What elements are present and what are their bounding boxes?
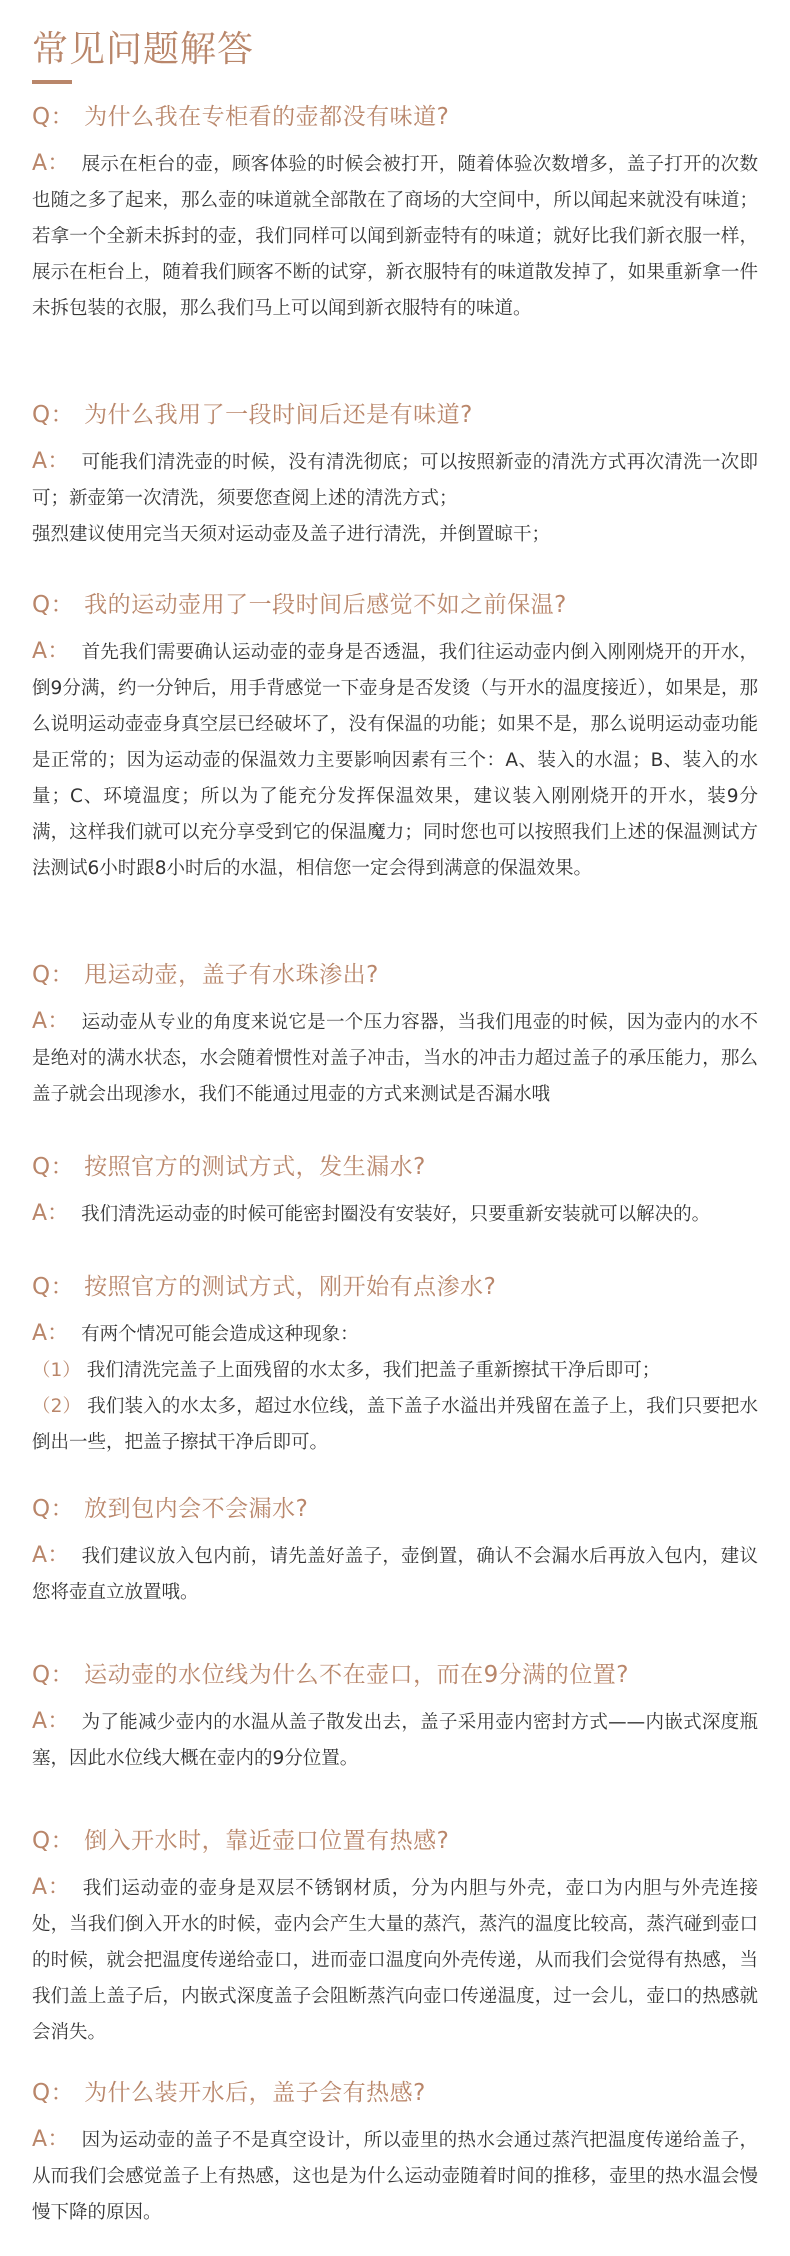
faq-answer [32, 444, 758, 553]
answer-text: 可能我们清洗壶的时候，没有清洗彻底；可以按照新壶的清洗方式再次清洗一次即可；新壶第一次清洗，须要您查阅上述的清洗方式； [32, 452, 758, 509]
question-text: 为什么装开水后，盖子会有热感? [84, 2080, 426, 2106]
answer-prefix: A： [32, 449, 70, 474]
faq-question [32, 588, 758, 622]
answer-prefix: A： [32, 2127, 70, 2152]
answer-prefix: A： [32, 1709, 70, 1734]
question-text: 按照官方的测试方式，刚开始有点渗水? [84, 1274, 497, 1300]
answer-list-item [32, 1353, 758, 1389]
title-underline [32, 80, 72, 84]
faq-question [32, 398, 758, 432]
answer-text: 我们建议放入包内前，请先盖好盖子，壶倒置，确认不会漏水后再放入包内，建议您将壶直立放置哦。 [32, 1546, 758, 1603]
answer-prefix: A： [32, 1009, 70, 1034]
question-prefix: Q： [32, 1496, 75, 1522]
answer-text: 为了能减少壶内的水温从盖子散发出去，盖子采用壶内密封方式——内嵌式深度瓶塞，因此水位线大概在壶内的9分位置。 [32, 1712, 758, 1769]
list-number: （2） [32, 1396, 82, 1417]
list-text: 我们清洗完盖子上面残留的水太多，我们把盖子重新擦拭干净后即可； [86, 1360, 661, 1381]
faq-answer [32, 1870, 758, 2051]
faq-item [32, 1658, 758, 1777]
question-prefix: Q： [32, 402, 75, 428]
faq-question [32, 958, 758, 992]
faq-answer [32, 1004, 758, 1113]
answer-prefix: A： [32, 1201, 70, 1226]
answer-prefix: A： [32, 1321, 70, 1346]
question-text: 按照官方的测试方式，发生漏水? [84, 1154, 426, 1180]
question-text: 倒入开水时，靠近壶口位置有热感? [84, 1828, 450, 1854]
answer-text: 有两个情况可能会造成这种现象： [81, 1324, 359, 1345]
answer-text: 首先我们需要确认运动壶的壶身是否透温，我们往运动壶内倒入刚刚烧开的开水，倒9分满，约一分钟后，用手背感觉一下壶身是否发烫（与开水的温度接近），如果是，那么说明运动壶壶身真空层已经破坏了，没有保温的功能；如果不是，那么说明运动壶功能是正常的；因为运动壶的保温效力主要影响因素有三个：A、装入的水温；B、装入的水量；C、环境温度；所以为了能充分发挥保温效果，建议装入刚刚烧开的开水，装9分满，这样我们就可以充分享受到它的保温魔力；同时您也可以按照我们上述的保温测试方法测试6小时跟8小时后的水温，相信您一定会得到满意的保温效果。 [32, 642, 758, 879]
answer-list-item [32, 1389, 758, 1461]
faq-question [32, 1150, 758, 1184]
question-prefix: Q： [32, 1274, 75, 1300]
faq-item [32, 398, 758, 553]
answer-text: 展示在柜台的壶，顾客体验的时候会被打开，随着体验次数增多，盖子打开的次数也随之多了起来，那么壶的味道就全部散在了商场的大空间中，所以闻起来就没有味道；若拿一个全新未拆封的壶，我们同样可以闻到新壶特有的味道；就好比我们新衣服一样，展示在柜台上，随着我们顾客不断的试穿，新衣服特有的味道散发掉了，如果重新拿一件未拆包装的衣服，那么我们马上可以闻到新衣服特有的味道。 [32, 154, 758, 319]
faq-answer [32, 1316, 758, 1461]
question-prefix: Q： [32, 2080, 75, 2106]
faq-answer [32, 1538, 758, 1611]
faq-answer [32, 634, 758, 887]
answer-text: 运动壶从专业的角度来说它是一个压力容器，当我们甩壶的时候，因为壶内的水不是绝对的满水状态，水会随着惯性对盖子冲击，当水的冲击力超过盖子的承压能力，那么盖子就会出现渗水，我们不能通过甩壶的方式来测试是否漏水哦 [32, 1012, 758, 1105]
answer-text: 我们运动壶的壶身是双层不锈钢材质，分为内胆与外壳，壶口为内胆与外壳连接处，当我们倒入开水的时候，壶内会产生大量的蒸汽，蒸汽的温度比较高，蒸汽碰到壶口的时候，就会把温度传递给壶口，进而壶口温度向外壳传递，从而我们会觉得有热感，当我们盖上盖子后，内嵌式深度盖子会阻断蒸汽向壶口传递温度，过一会儿，壶口的热感就会消失。 [32, 1878, 758, 2043]
list-text: 我们装入的水太多，超过水位线，盖下盖子水溢出并残留在盖子上，我们只要把水倒出一些，把盖子擦拭干净后即可。 [32, 1396, 758, 1453]
answer-text: 因为运动壶的盖子不是真空设计，所以壶里的热水会通过蒸汽把温度传递给盖子，从而我们会感觉盖子上有热感，这也是为什么运动壶随着时间的推移，壶里的热水温会慢慢下降的原因。 [32, 2130, 758, 2223]
faq-item [32, 100, 758, 327]
question-prefix: Q： [32, 1828, 75, 1854]
answer-text: 我们清洗运动壶的时候可能密封圈没有安装好，只要重新安装就可以解决的。 [81, 1204, 711, 1225]
faq-item [32, 1824, 758, 2051]
faq-item [32, 2076, 758, 2231]
faq-question [32, 2076, 758, 2110]
question-prefix: Q： [32, 592, 75, 618]
faq-item [32, 958, 758, 1113]
question-text: 为什么我在专柜看的壶都没有味道? [84, 104, 450, 130]
question-text: 我的运动壶用了一段时间后感觉不如之前保温? [84, 592, 567, 618]
page-title: 常见问题解答 [32, 29, 255, 70]
faq-question [32, 1492, 758, 1526]
faq-answer [32, 2122, 758, 2231]
faq-question [32, 100, 758, 134]
answer-prefix: A： [32, 1543, 70, 1568]
question-text: 放到包内会不会漏水? [84, 1496, 309, 1522]
question-prefix: Q： [32, 104, 75, 130]
question-prefix: Q： [32, 1662, 75, 1688]
question-prefix: Q： [32, 1154, 75, 1180]
answer-text: 强烈建议使用完当天须对运动壶及盖子进行清洗，并倒置晾干； [32, 524, 551, 545]
answer-prefix: A： [32, 1875, 71, 1900]
list-number: （1） [32, 1360, 81, 1381]
question-prefix: Q： [32, 962, 75, 988]
faq-question [32, 1270, 758, 1304]
faq-item [32, 1492, 758, 1611]
answer-prefix: A： [32, 151, 70, 176]
answer-prefix: A： [32, 639, 70, 664]
faq-question [32, 1658, 758, 1692]
faq-item [32, 588, 758, 887]
question-text: 甩运动壶，盖子有水珠渗出? [84, 962, 379, 988]
question-text: 运动壶的水位线为什么不在壶口，而在9分满的位置? [84, 1662, 629, 1688]
faq-item [32, 1150, 758, 1233]
faq-item [32, 1270, 758, 1461]
faq-answer [32, 146, 758, 327]
question-text: 为什么我用了一段时间后还是有味道? [84, 402, 473, 428]
faq-answer [32, 1196, 758, 1233]
faq-question [32, 1824, 758, 1858]
faq-answer [32, 1704, 758, 1777]
